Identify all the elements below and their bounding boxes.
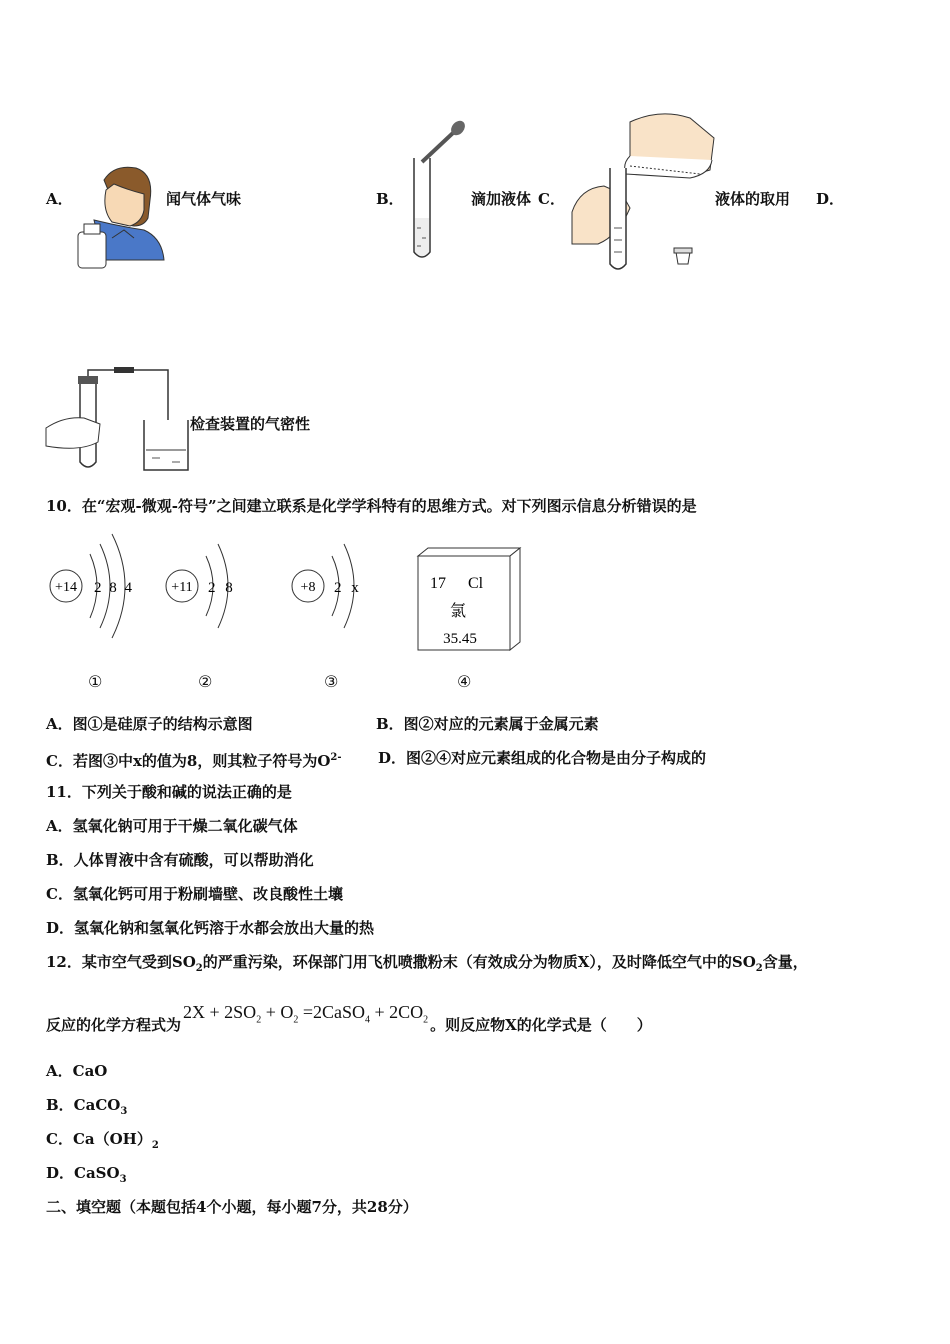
q10-option-d: D．图②④对应元素组成的化合物是由分子构成的	[378, 749, 707, 767]
q11-stem: 11．下列关于酸和碱的说法正确的是	[46, 783, 292, 801]
q12-stem: 12．某市空气受到$SO_2$的严重污染，环保部门用飞机喷撒粉末（有效成分为物质X），及时降低空气中的$SO_2$含量，	[46, 953, 808, 974]
q12-option-c: C．$Ca(OH)_2$	[46, 1130, 159, 1151]
atom-1-shells: 2 8 4	[94, 580, 134, 596]
diagram-label-2: ②	[198, 672, 213, 691]
q9-option-b-caption: 滴加液体	[471, 190, 532, 208]
cl-name: 氯	[449, 603, 467, 620]
q9-option-d-caption: 检查装置的气密性	[190, 415, 311, 433]
q12-equation: $2X + 2SO_2 + O_2$ =2CaSO$_4$ + $2CO_2$	[183, 1002, 429, 1026]
q9-option-c-caption: 液体的取用	[715, 190, 791, 208]
q12-equation-line: 反应的化学方程式为$2X + 2SO_2 + O_2$ =2CaSO$_4$ + $2CO_2$ 。则反应物X的化学式是（ ）	[46, 1002, 652, 1034]
q9-option-a-caption: 闻气体气味	[166, 190, 242, 208]
atom-1-nucleus: +14	[55, 580, 77, 595]
q11-option-a: A．氢氧化钠可用于干燥二氧化碳气体	[46, 817, 298, 835]
atom-2-shells: 2 8	[208, 580, 236, 596]
atom-3-shells: 2 x	[334, 580, 362, 596]
q10-option-a: A．图①是硅原子的结构示意图	[46, 715, 253, 733]
q11-option-c: C．氢氧化钙可用于粉刷墙壁、改良酸性土壤	[46, 885, 343, 903]
q12-option-b: B．CaCO$_3$	[46, 1096, 128, 1117]
q10-option-c: C．若图③中x的值为8，则其粒子符号为$O^{2-}$	[46, 752, 342, 770]
smelling-gas-illustration	[74, 160, 166, 270]
q9-option-d-letter: D．	[816, 190, 845, 208]
q9-option-b-letter: B．	[376, 190, 404, 208]
section-2-heading: 二、填空题（本题包括4个小题，每小题7分，共28分）	[46, 1198, 418, 1216]
atom-3-nucleus: +8	[300, 580, 316, 595]
q11-option-d: D．氢氧化钠和氢氧化钙溶于水都会放出大量的热	[46, 919, 375, 937]
atom-diagram-3	[286, 540, 366, 636]
periodic-table-cell-chlorine	[412, 546, 524, 658]
cl-symbol: Cl	[468, 575, 484, 592]
atom-diagram-2	[160, 540, 240, 636]
q9-option-c-letter: C．	[538, 190, 565, 208]
cl-atomic-number: 17	[430, 575, 446, 592]
dropper-test-tube-illustration	[404, 118, 470, 264]
q10-stem: 10．在“宏观-微观-符号”之间建立联系是化学学科特有的思维方式。对下列图示信息分析错误的是	[46, 497, 697, 515]
q12-option-a: A．CaO	[46, 1062, 108, 1080]
q11-option-b: B．人体胃液中含有硫酸，可以帮助消化	[46, 851, 314, 869]
liquid-pouring-illustration	[570, 108, 716, 272]
atom-2-nucleus: +11	[171, 580, 193, 595]
q10-option-b: B．图②对应的元素属于金属元素	[376, 715, 599, 733]
q9-option-a-letter: A．	[46, 190, 73, 208]
cl-mass: 35.45	[443, 631, 477, 647]
atom-diagram-1	[44, 530, 140, 640]
q12-option-d: D．CaSO$_3$	[46, 1164, 127, 1185]
diagram-label-3: ③	[324, 672, 339, 691]
diagram-label-1: ①	[88, 672, 103, 691]
airtightness-check-illustration	[44, 366, 192, 476]
diagram-label-4: ④	[457, 672, 472, 691]
